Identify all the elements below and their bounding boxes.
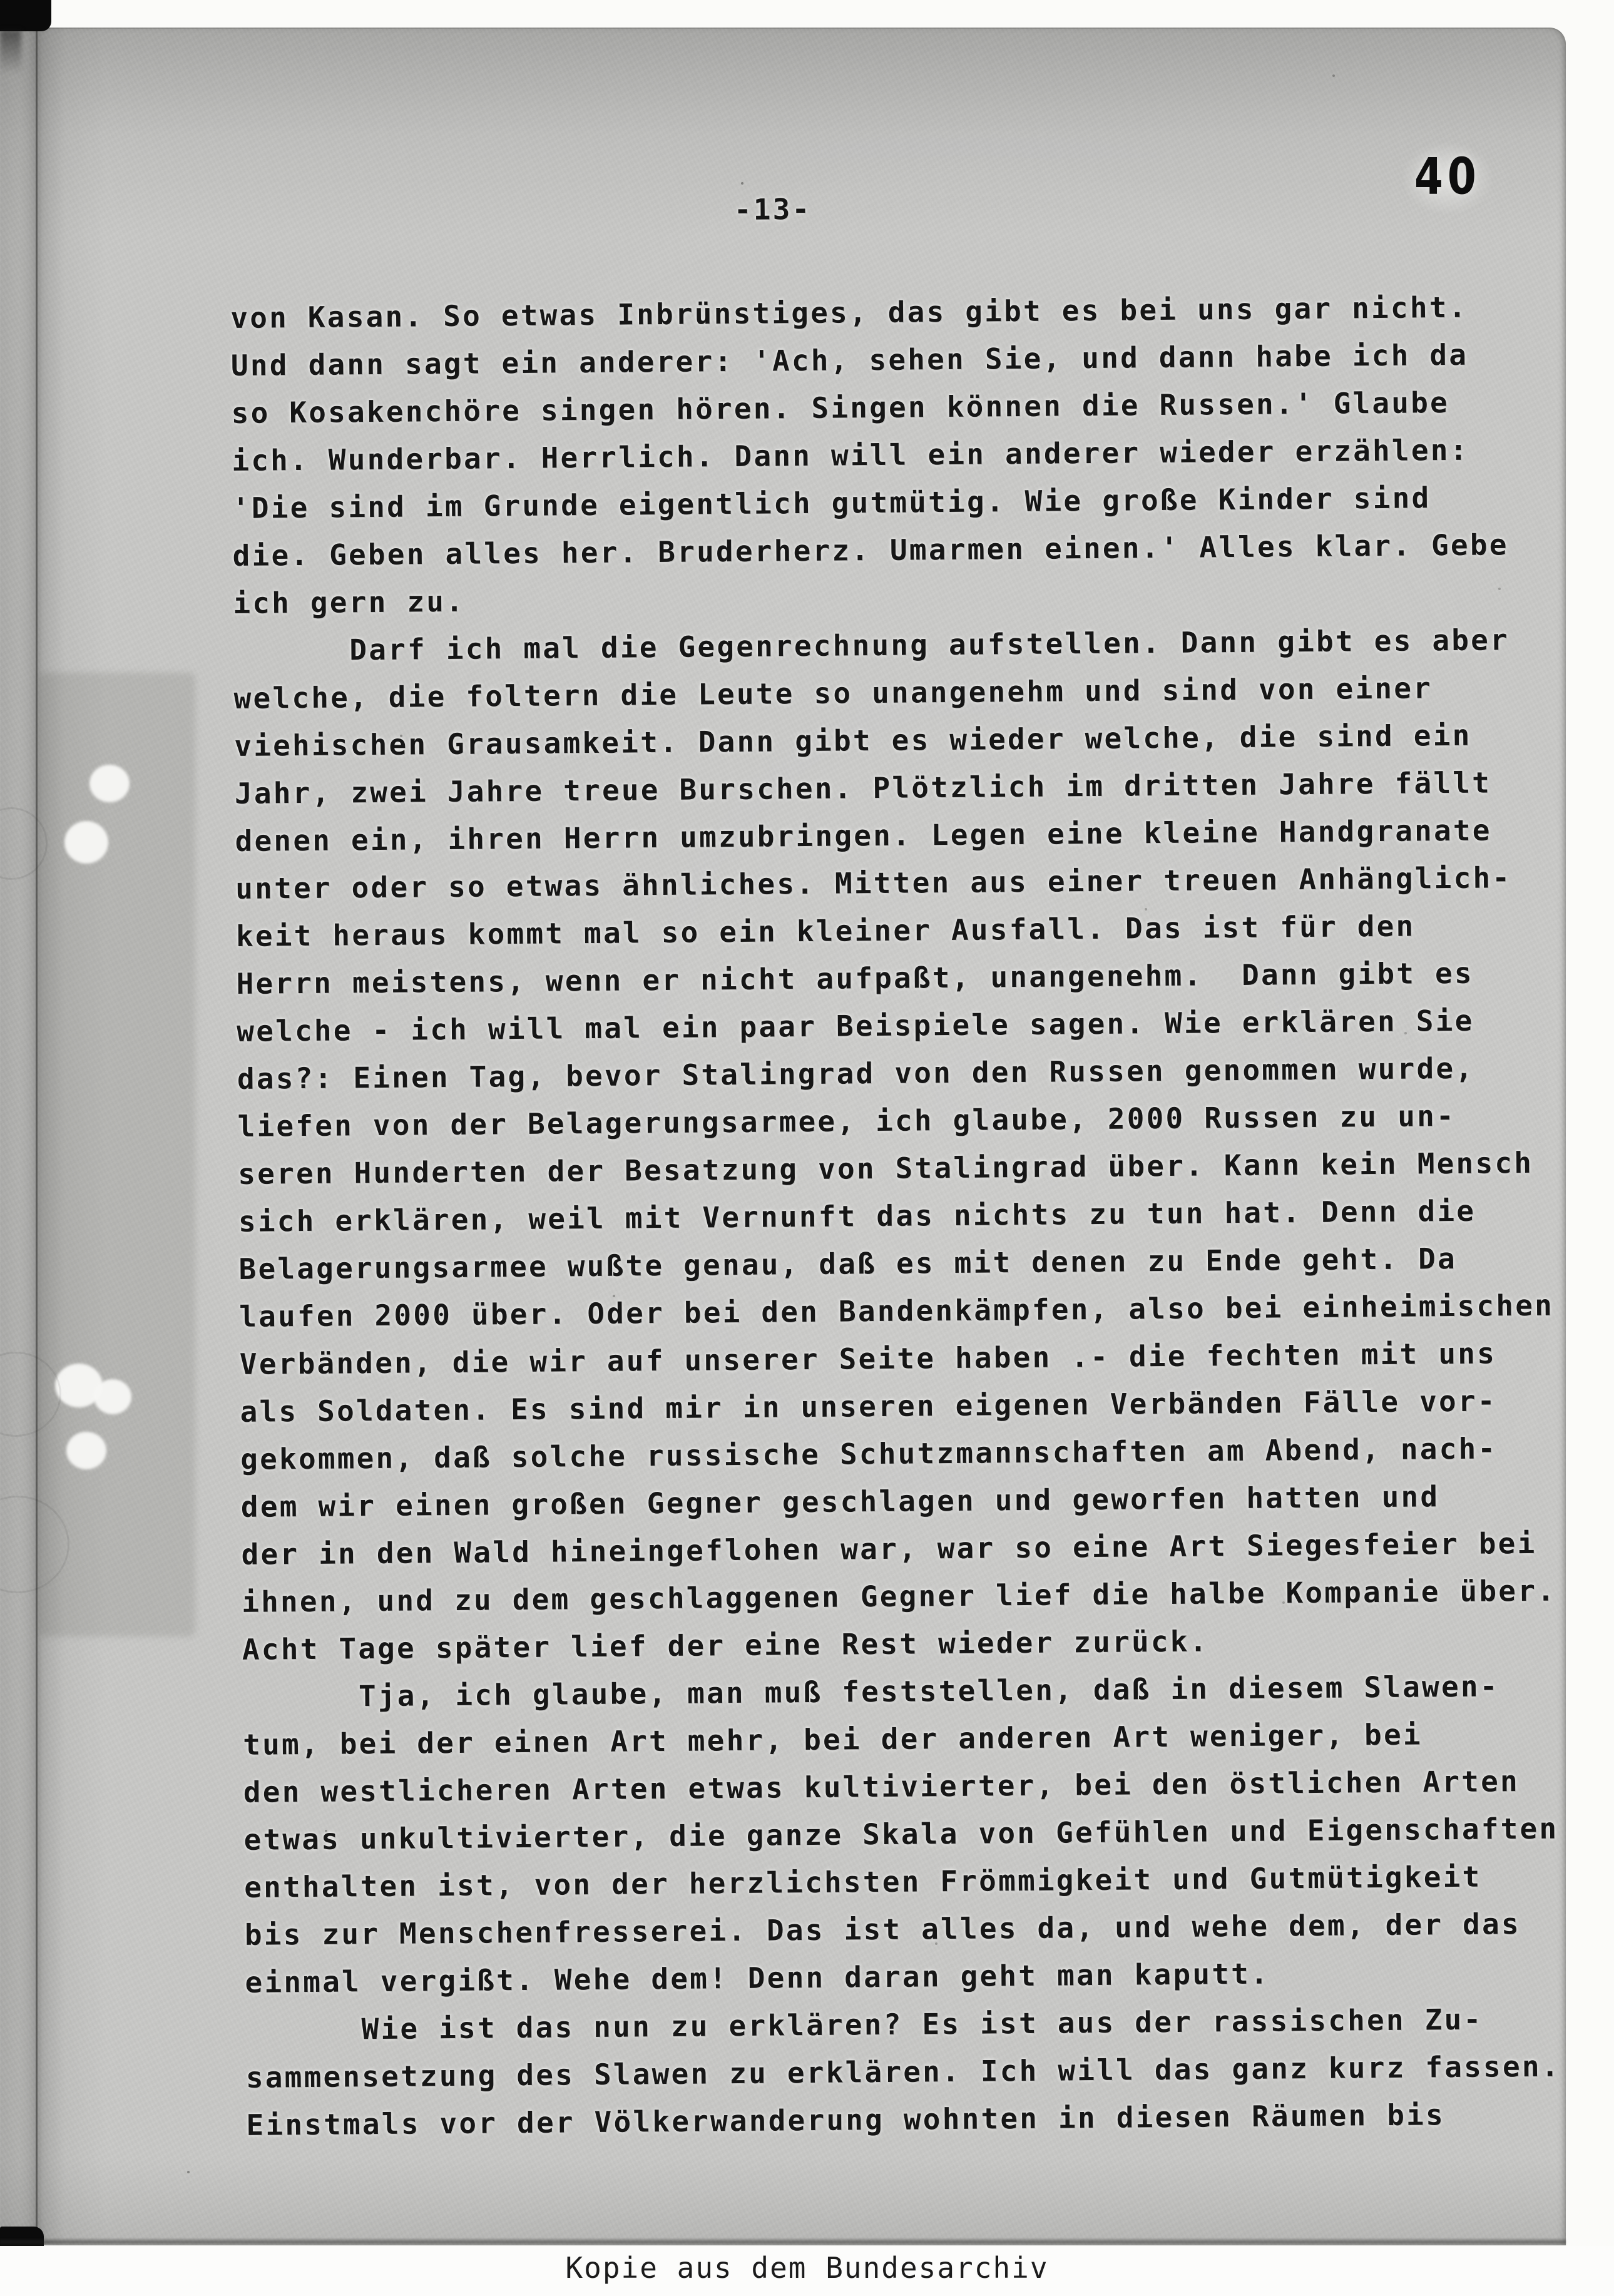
- archive-footer-label: Kopie aus dem Bundesarchiv: [565, 2251, 1049, 2285]
- typed-text-line: Verbänden, die wir auf unserer Seite haben .- die fechten mit uns: [239, 1336, 1497, 1381]
- typed-text-line: welche - ich will mal ein paar Beispiele sagen. Wie erklären Sie: [237, 1003, 1474, 1048]
- typed-text-line: sammensetzung des Slawen zu erklären. Ich will das ganz kurz fassen.: [245, 2049, 1561, 2094]
- typed-text-line: Belagerungsarmee wußte genau, daß es mit denen zu Ende geht. Da: [238, 1241, 1458, 1286]
- typed-text-line: keit heraus kommt mal so ein kleiner Ausfall. Das ist für den: [235, 909, 1416, 953]
- typed-text-line: von Kasan. So etwas Inbrünstiges, das gibt es bei uns gar nicht.: [230, 290, 1468, 335]
- typed-text-line: ich gern zu.: [233, 584, 466, 620]
- typed-text-line: den westlicheren Arten etwas kultivierter, bei den östlichen Arten: [243, 1764, 1520, 1809]
- typed-text-line: einmal vergißt. Wehe dem! Denn daran geht man kaputt.: [245, 1956, 1270, 1999]
- typed-text-line: bis zur Menschenfresserei. Das ist alles da, und wehe dem, der das: [244, 1907, 1521, 1952]
- typed-text-line: ihnen, und zu dem geschlaggenen Gegner lief die halbe Kompanie über.: [242, 1573, 1557, 1619]
- typed-text-line: Wie ist das nun zu erklären? Es ist aus der rassischen Zu-: [245, 2002, 1483, 2047]
- typed-text-line: etwas unkultivierter, die ganze Skala von Gefühlen und Eigenschaften: [243, 1811, 1559, 1857]
- typed-text-line: seren Hunderten der Besatzung von Stalingrad über. Kann kein Mensch: [238, 1145, 1534, 1191]
- typed-text-line: tum, bei der einen Art mehr, bei der anderen Art weniger, bei: [242, 1717, 1422, 1762]
- typed-text-line: 'Die sind im Grunde eigentlich gutmütig. Wie große Kinder sind: [232, 481, 1431, 525]
- typed-text-line: Einstmals vor der Völkerwanderung wohnten in diesen Räumen bis: [246, 2098, 1446, 2142]
- dust-specks: [0, 0, 1, 1]
- typed-text-line: denen ein, ihren Herrn umzubringen. Legen eine kleine Handgranate: [235, 813, 1492, 858]
- typed-text-line: liefen von der Belagerungsarmee, ich glaube, 2000 Russen zu un-: [237, 1098, 1456, 1143]
- typed-text-line: Acht Tage später lief der eine Rest wieder zurück.: [242, 1624, 1209, 1666]
- page-number: -13-: [733, 191, 812, 227]
- typed-text-line: viehischen Grausamkeit. Dann gibt es wieder welche, die sind ein: [234, 718, 1472, 763]
- punch-hole: [94, 1379, 131, 1414]
- punch-hole: [89, 765, 130, 802]
- typed-text-line: gekommen, daß solche russische Schutzmannschaften am Abend, nach-: [240, 1431, 1498, 1476]
- typed-text-lines: [230, 282, 1598, 2149]
- tape-shadow-strip: [39, 673, 195, 1636]
- archive-stamp-number: 40: [1403, 143, 1492, 213]
- typed-text-line: das?: Einen Tag, bevor Stalingrad von den Russen genommen wurde,: [237, 1051, 1475, 1096]
- typed-text-line: sich erklären, weil mit Vernunft das nichts zu tun hat. Denn die: [238, 1193, 1476, 1238]
- typed-text-line: ich. Wunderbar. Herrlich. Dann will ein anderer wieder erzählen:: [232, 432, 1469, 477]
- typed-text-line: unter oder so etwas ähnliches. Mitten aus einer treuen Anhänglich-: [235, 860, 1512, 906]
- scan-artifact-top-left: [0, 0, 51, 31]
- typed-text-line: so Kosakenchöre singen hören. Singen können die Russen.' Glaube: [231, 385, 1450, 430]
- typed-text-line: als Soldaten. Es sind mir in unseren eigenen Verbänden Fälle vor-: [240, 1384, 1497, 1429]
- fold-crease-line: [36, 28, 38, 2244]
- typed-text-line: Und dann sagt ein anderer: 'Ach, sehen Sie, und dann habe ich da: [230, 337, 1469, 382]
- typed-text-line: der in den Wald hineingeflohen war, war so eine Art Siegesfeier bei: [241, 1526, 1537, 1571]
- typed-text-line: welche, die foltern die Leute so unangenehm und sind von einer: [233, 671, 1433, 715]
- punch-hole: [64, 821, 108, 864]
- typed-text-line: laufen 2000 über. Oder bei den Bandenkämpfen, also bei einheimischen: [239, 1288, 1555, 1334]
- typed-text-line: dem wir einen großen Gegner geschlagen und geworfen hatten und: [240, 1479, 1440, 1524]
- typed-text-line: die. Geben alles her. Bruderherz. Umarmen einen.' Alles klar. Gebe: [232, 528, 1509, 573]
- punch-hole: [66, 1432, 106, 1469]
- typed-text-line: enthalten ist, von der herzlichsten Frömmigkeit und Gutmütigkeit: [243, 1859, 1482, 1904]
- typed-text-line: Darf ich mal die Gegenrechnung aufstellen. Dann gibt es aber: [233, 623, 1510, 668]
- typed-text-line: Tja, ich glaube, man muß feststellen, daß in diesem Slawen-: [242, 1669, 1499, 1714]
- typed-text-line: Jahr, zwei Jahre treue Burschen. Plötzlich im dritten Jahre fällt: [234, 765, 1492, 810]
- footer-strip: [0, 2246, 1614, 2296]
- typed-text-line: Herrn meistens, wenn er nicht aufpaßt, unangenehm. Dann gibt es: [236, 956, 1474, 1001]
- paper-bottom-edge: [0, 2238, 1566, 2245]
- typed-text-block: [230, 191, 1598, 2149]
